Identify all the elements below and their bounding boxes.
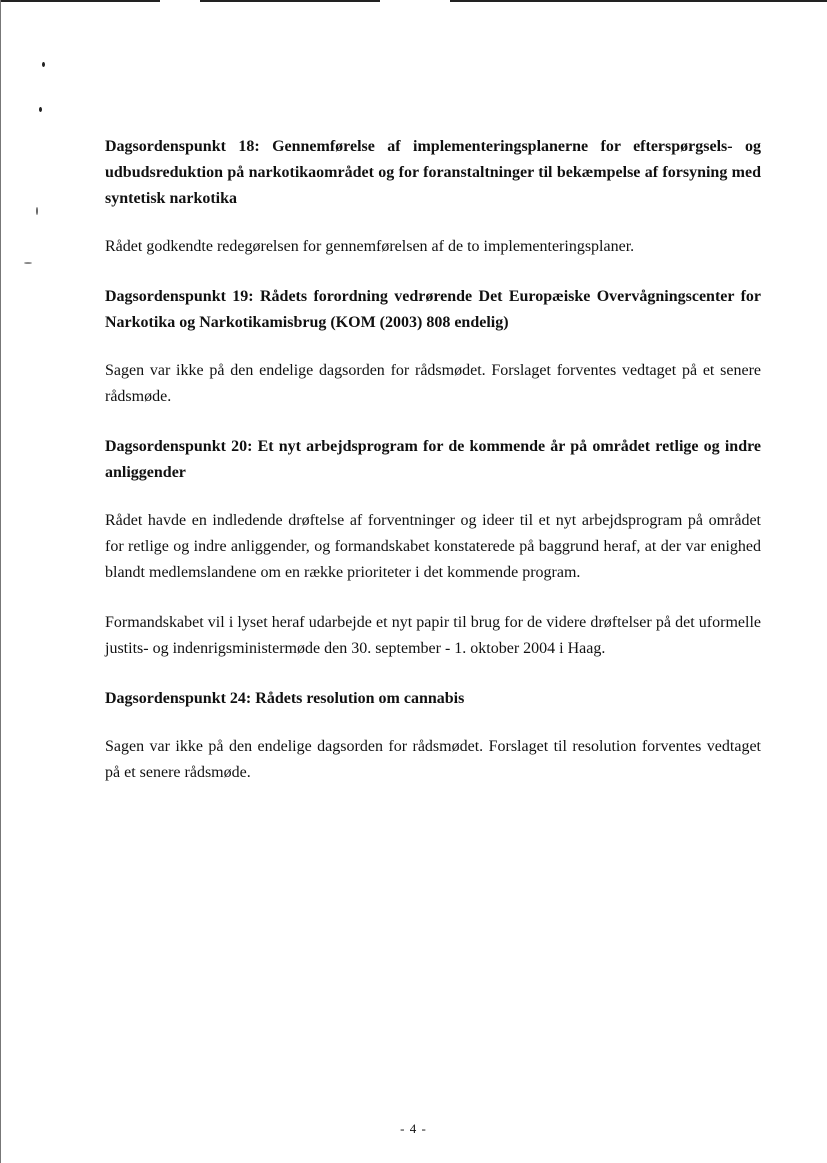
agenda-item-20-paragraph-2: Formandskabet vil i lyset heraf udarbejde et nyt papir til brug for de videre drøftelser på det uformelle justits- og indenrigsministermøde den 30. september - 1. oktober 2004 i Haag. [105, 614, 761, 657]
agenda-item-20 [105, 434, 761, 686]
agenda-item-24 [105, 686, 761, 786]
agenda-item-19-paragraph: Sagen var ikke på den endelige dagsorden for rådsmødet. Forslaget forventes vedtaget på et senere rådsmøde. [105, 362, 761, 405]
agenda-item-20-paragraph-1: Rådet havde en indledende drøftelse af forventninger og ideer til et nyt arbejdsprogram på området for retlige og indre anliggender, og formandskabet konstaterede på baggrund heraf, at der var enighed blandt medlemslandene om en række prioriteter i det kommende program. [105, 512, 761, 581]
agenda-item-19 [105, 284, 761, 434]
document-body [105, 134, 761, 786]
scan-edge-gap [160, 0, 200, 3]
scan-speck [39, 107, 42, 112]
page-number: - 4 - [400, 1121, 427, 1136]
agenda-item-24-heading: Dagsordenspunkt 24: Rådets resolution om cannabis [105, 690, 465, 707]
agenda-item-24-paragraph: Sagen var ikke på den endelige dagsorden for rådsmødet. Forslaget til resolution forventes vedtaget på et senere rådsmøde. [105, 738, 761, 781]
scan-speck [36, 207, 38, 215]
scan-edge-gap [380, 0, 450, 3]
agenda-item-18-paragraph: Rådet godkendte redegørelsen for gennemførelsen af de to implementeringsplaner. [105, 238, 635, 255]
agenda-item-18 [105, 134, 761, 284]
agenda-item-18-heading: Dagsordenspunkt 18: Gennemførelse af implementeringsplanerne for efterspørgsels- og udbudsreduktion på narkotikaområdet og for foranstaltninger til bekæmpelse af forsyning med syntetisk narkotika [105, 138, 761, 207]
scan-edge-left [0, 0, 1, 1163]
scan-speck [42, 62, 45, 67]
scan-speck [24, 262, 32, 264]
agenda-item-19-heading: Dagsordenspunkt 19: Rådets forordning vedrørende Det Europæiske Overvågningscenter for Narkotika og Narkotikamisbrug (KOM (2003) 808 endelig) [105, 288, 761, 331]
agenda-item-20-heading: Dagsordenspunkt 20: Et nyt arbejdsprogram for de kommende år på området retlige og indre anliggender [105, 438, 761, 481]
